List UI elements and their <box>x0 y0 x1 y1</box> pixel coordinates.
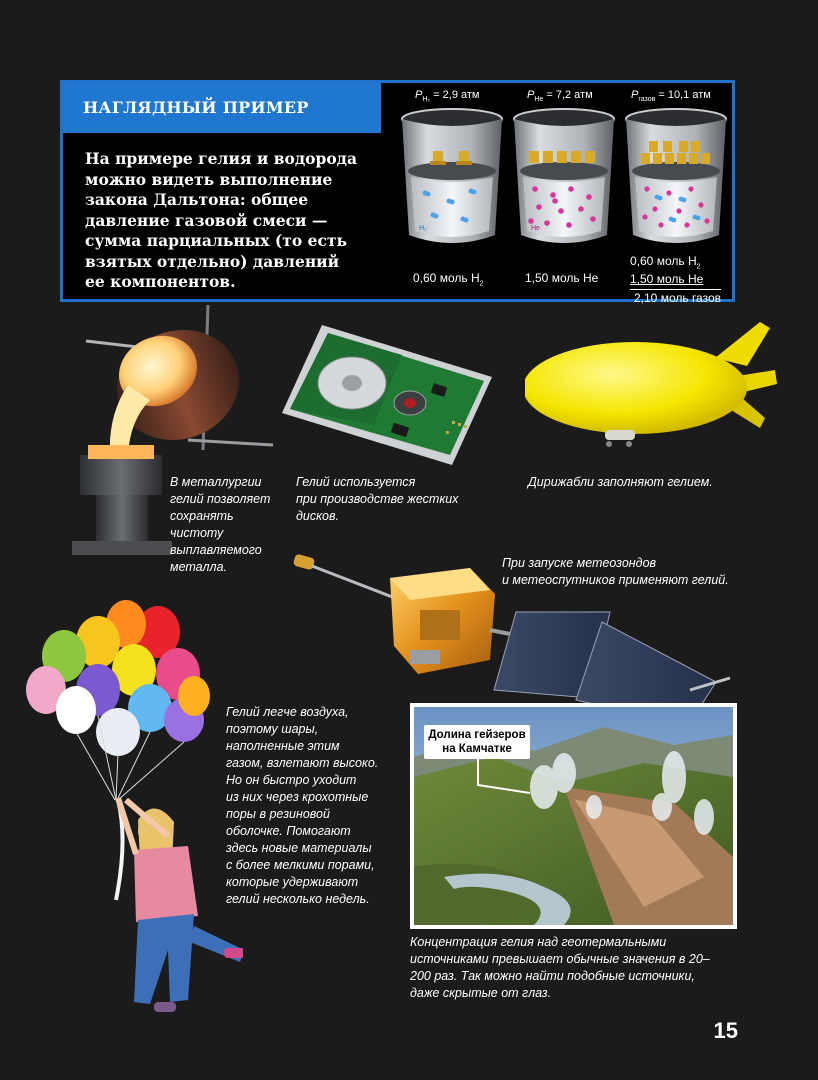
example-text-line: ее компонентов. <box>85 272 236 291</box>
example-text-line: взятых отдельно) давлений <box>85 251 340 271</box>
page-number: 15 <box>713 1018 738 1043</box>
metallurgy-caption: В металлургии гелий позволяет сохранять чистоту выплавляемого металла. <box>170 475 271 574</box>
svg-text:H₂: H₂ <box>419 225 427 232</box>
balloons-caption: Гелий легче воздуха, поэтому шары, наполненные этим газом, взлетают высоко. Но он быстро уходит из них через крохотные поры в резиновой оболочке. Помогают здесь новые материалы с более мелкими порами, которые удерживают гелий несколько недель. <box>226 705 379 906</box>
cylinder-he-caption: 1,50 моль He <box>525 271 599 285</box>
example-box <box>60 80 735 306</box>
cylinder-mixture <box>621 105 731 255</box>
disks-caption: Гелий используется при производстве жестких дисков. <box>296 475 459 523</box>
cylinder-h2 <box>397 105 507 255</box>
pressure-h2: $P_{H_2} = 2,9$ атм <box>415 89 480 104</box>
geysers-caption: Концентрация гелия над геотермальными источниками превышает обычные значения в 20– 200 раз. Так можно найти подобные источники, даже скрытые от глаз. <box>410 935 710 1000</box>
balloons-girl-image <box>18 600 243 1040</box>
cylinder-mixture-caption: 0,60 моль $H_2$ 1,50 моль He 2,10 моль газов <box>630 254 722 306</box>
airship-image <box>525 318 780 453</box>
example-text-line: давление газовой смеси — <box>85 210 328 230</box>
example-text-line: сумма парциальных (то есть <box>85 231 348 250</box>
example-text-line: можно видеть выполнение <box>85 169 333 189</box>
example-text <box>85 149 385 293</box>
cylinder-h2-caption: 0,60 моль $H_2$ <box>413 271 484 288</box>
geyser-valley-label: Долина гейзеров на Камчатке <box>424 725 530 759</box>
airship-caption: Дирижабли заполняют гелием. <box>528 475 713 489</box>
example-text-line: закона Дальтона: общее <box>85 190 309 209</box>
cylinder-he <box>509 105 619 255</box>
svg-text:He: He <box>531 225 540 232</box>
example-header <box>63 83 381 133</box>
example-text-line: На примере гелия и водорода <box>85 149 358 168</box>
hard-disk-image <box>282 325 492 465</box>
pressure-total: $P_{газов} = 10,1$ атм <box>631 89 711 104</box>
pressure-he: $P_{He} = 7,2$ атм <box>527 89 593 104</box>
satellite-caption: При запуске метеозондов и метеоспутников применяют гелий. <box>502 556 729 587</box>
label-pointer <box>470 757 540 797</box>
example-title: НАГЛЯДНЫЙ ПРИМЕР <box>83 98 309 117</box>
